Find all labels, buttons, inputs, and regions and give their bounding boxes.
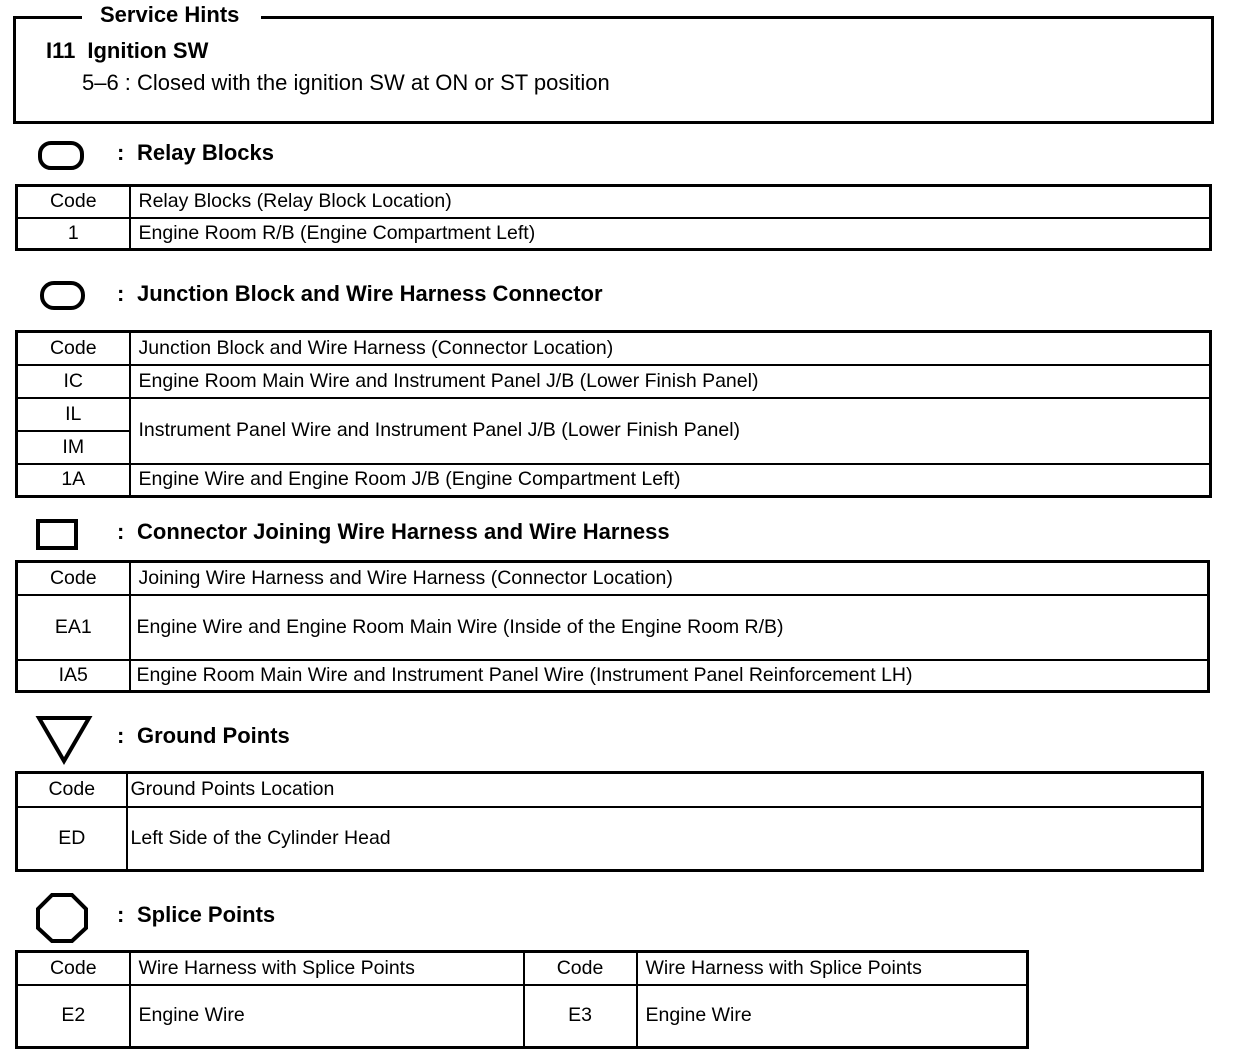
- oval-icon: [38, 279, 88, 313]
- hint-part-code: I11: [46, 38, 76, 63]
- header-desc: Wire Harness with Splice Points: [130, 952, 524, 985]
- header-code: Code: [17, 332, 130, 365]
- heading-colon: :: [117, 140, 125, 165]
- header-desc: Joining Wire Harness and Wire Harness (Connector Location): [130, 562, 1209, 595]
- row-desc: Engine Room Main Wire and Instrument Panel J/B (Lower Finish Panel): [130, 365, 1211, 398]
- row-desc: Engine Wire and Engine Room Main Wire (Inside of the Engine Room R/B): [130, 595, 1209, 660]
- table-row: [17, 218, 1211, 250]
- table-row: [17, 365, 1211, 398]
- ground-points-table: [15, 771, 1204, 872]
- header-code: Code: [17, 773, 127, 807]
- hint-part: [46, 38, 208, 64]
- row-code: IL: [17, 398, 130, 431]
- row-desc: Engine Room Main Wire and Instrument Panel Wire (Instrument Panel Reinforcement LH): [130, 660, 1209, 692]
- table-header-row: [17, 773, 1203, 807]
- table-header-row: [17, 332, 1211, 365]
- header-code: Code: [524, 952, 637, 985]
- row-code: EA1: [17, 595, 130, 660]
- table-header-row: [17, 186, 1211, 218]
- table-header-row: [17, 562, 1209, 595]
- row-code: IA5: [17, 660, 130, 692]
- triangle-down-icon: [34, 714, 94, 766]
- row-code: 1: [17, 218, 130, 250]
- hint-part-name: Ignition SW: [87, 38, 209, 63]
- table-row: [17, 464, 1211, 497]
- header-desc: Wire Harness with Splice Points: [637, 952, 1028, 985]
- header-desc: Relay Blocks (Relay Block Location): [130, 186, 1211, 218]
- heading-colon: :: [117, 723, 125, 748]
- hint-condition: : Closed with the ignition SW at ON or ST position: [124, 70, 610, 95]
- row-code: 1A: [17, 464, 130, 497]
- octagon-icon: [34, 891, 90, 945]
- header-desc: Junction Block and Wire Harness (Connector Location): [130, 332, 1211, 365]
- row-code: ED: [17, 807, 127, 871]
- service-hints-title: Service Hints: [82, 2, 261, 28]
- hint-detail: [82, 70, 610, 96]
- square-icon: [35, 517, 81, 553]
- table-row: [17, 660, 1209, 692]
- joining-connectors-table: [15, 560, 1210, 693]
- row-code: E3: [524, 985, 637, 1048]
- row-desc: Left Side of the Cylinder Head: [127, 807, 1203, 871]
- heading-colon: :: [117, 519, 125, 544]
- table-row: [17, 985, 1028, 1048]
- table-header-row: [17, 952, 1028, 985]
- row-code: IM: [17, 431, 130, 464]
- header-code: Code: [17, 562, 130, 595]
- hint-pins: 5–6: [82, 70, 119, 95]
- table-row: [17, 595, 1209, 660]
- junction-blocks-title: Junction Block and Wire Harness Connector: [137, 281, 603, 306]
- row-code: E2: [17, 985, 130, 1048]
- table-row: [17, 398, 1211, 431]
- splice-points-title: Splice Points: [137, 902, 276, 927]
- ground-points-title: Ground Points: [137, 723, 290, 748]
- header-code: Code: [17, 186, 130, 218]
- header-code: Code: [17, 952, 130, 985]
- row-desc: Instrument Panel Wire and Instrument Panel J/B (Lower Finish Panel): [130, 398, 1211, 464]
- row-desc: Engine Room R/B (Engine Compartment Left): [130, 218, 1211, 250]
- header-desc: Ground Points Location: [127, 773, 1203, 807]
- splice-points-table: [15, 950, 1029, 1049]
- table-row: [17, 807, 1203, 871]
- heading-colon: :: [117, 281, 125, 306]
- row-desc: Engine Wire and Engine Room J/B (Engine Compartment Left): [130, 464, 1211, 497]
- rounded-rect-icon: [36, 138, 88, 174]
- row-desc: Engine Wire: [130, 985, 524, 1048]
- heading-colon: :: [117, 902, 125, 927]
- row-desc: Engine Wire: [637, 985, 1028, 1048]
- joining-connectors-title: Connector Joining Wire Harness and Wire Harness: [137, 519, 670, 544]
- relay-blocks-title: Relay Blocks: [137, 140, 274, 165]
- junction-blocks-table: [15, 330, 1212, 498]
- row-code: IC: [17, 365, 130, 398]
- relay-blocks-table: [15, 184, 1212, 251]
